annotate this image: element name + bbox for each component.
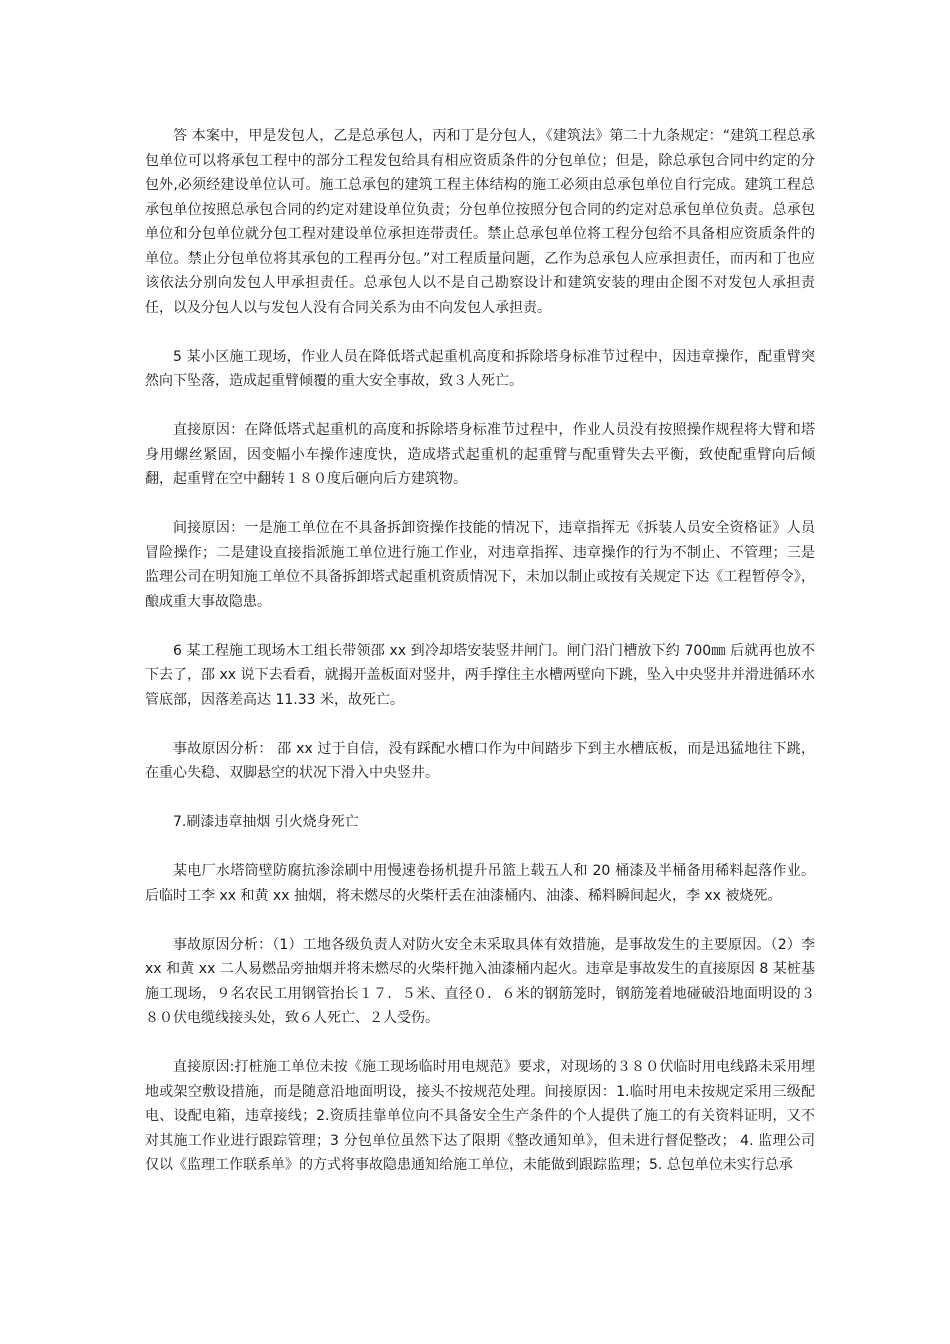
document-body [145, 124, 815, 1202]
paragraph-indirect-cause-5: 间接原因：一是施工单位在不具备拆卸资操作技能的情况下，违章指挥无《拆装人员安全资格证》人员冒险操作；二是建设直接指派施工单位进行施工作业，对违章指挥、违章操作的行为不制止、不管理；三是监理公司在明知施工单位不具备拆卸塔式起重机资质情况下，未加以制止或按有关规定下达《工程暂停令》，酿成重大事故隐患。 [145, 520, 815, 610]
paragraph-answer: 答 本案中，甲是发包人，乙是总承包人，丙和丁是分包人，《建筑法》第二十九条规定：“建筑工程总承包单位可以将承包工程中的部分工程发包给具有相应资质条件的分包单位；但是，除总承包合同中约定的分包外,必须经建设单位认可。施工总承包的建筑工程主体结构的施工必须由总承包单位自行完成。建筑工程总承包单位按照总承包合同的约定对建设单位负责；分包单位按照分包合同的约定对总承包单位负责。总承包单位和分包单位就分包工程对建设单位承担连带责任。禁止总承包单位将工程分包给不具备相应资质条件的单位。禁止分包单位将其承包的工程再分包。”对工程质量问题，乙作为总承包人应承担责任，而丙和丁也应该依法分别向发包人甲承担责任。总承包人以不是自己勘察设计和建筑安装的理由企图不对发包人承担责任，以及分包人以与发包人没有合同关系为由不向发包人承担责。 [145, 128, 815, 316]
paragraph-cause-analysis-6: 事故原因分析： 邵 xx 过于自信，没有踩配水槽口作为中间踏步下到主水槽底板，而是迅猛地往下跳，在重心失稳、双脚悬空的状况下滑入中央竖井。 [145, 740, 815, 781]
paragraph-cause-analysis-7: 事故原因分析：（1）工地各级负责人对防火安全未采取具体有效措施，是事故发生的主要原因。（2）李 xx 和黄 xx 二人易燃品旁抽烟并将未燃尽的火柴杆抛入油漆桶内起火。违章是事故发生的直接原因 8 某桩基施工现场，９名农民工用钢管抬长１７．５米、直径０．６米的钢筋笼时，钢筋笼着地碰破沿地面明设的３８０伏电缆线接头处，致６人死亡、２人受伤。 [145, 936, 815, 1026]
paragraph-direct-cause-8: 直接原因:打桩施工单位未按《施工现场临时用电规范》要求，对现场的３８０伏临时用电线路未采用埋地或架空敷设措施，而是随意沿地面明设，接头不按规范处理。间接原因：1.临时用电未按规定采用三级配电、设配电箱，违章接线；2.资质挂靠单位向不具备安全生产条件的个人提供了施工的有关资料证明，又不对其施工作业进行跟踪管理；3 分包单位虽然下达了限期《整改通知单》，但未进行督促整改； 4. 监理公司仅以《监理工作联系单》的方式将事故隐患通知给施工单位，未能做到跟踪监理；5. 总包单位未实行总承 [145, 1059, 815, 1173]
heading-case-7: 7.刷漆违章抽烟 引火烧身死亡 [173, 814, 359, 830]
paragraph-direct-cause-5: 直接原因：在降低塔式起重机的高度和拆除塔身标准节过程中，作业人员没有按照操作规程将大臂和塔身用螺丝紧固，因变幅小车操作速度快，造成塔式起重机的起重臂与配重臂失去平衡，致使配重臂向后倾翻，起重臂在空中翻转１８０度后砸向后方建筑物。 [145, 422, 815, 487]
paragraph-case-5: 5 某小区施工现场，作业人员在降低塔式起重机高度和拆除塔身标准节过程中，因违章操作，配重臂突然向下坠落，造成起重臂倾覆的重大安全事故，致３人死亡。 [145, 348, 815, 389]
paragraph-case-7: 某电厂水塔筒壁防腐抗渗涂刷中用慢速卷扬机提升吊篮上载五人和 20 桶漆及半桶备用稀料起落作业。后临时工李 xx 和黄 xx 抽烟，将未燃尽的火柴杆丢在油漆桶内、油漆、稀料瞬间起火，李 xx 被烧死。 [145, 863, 815, 904]
paragraph-case-6: 6 某工程施工现场木工组长带领邵 xx 到冷却塔安装竖井闸门。闸门沿门槽放下约 700㎜ 后就再也放不下去了，邵 xx 说下去看看，就揭开盖板面对竖井，两手撑住主水槽两壁向下跳，坠入中央竖井并滑进循环水管底部，因落差高达 11.33 米，故死亡。 [145, 642, 815, 708]
